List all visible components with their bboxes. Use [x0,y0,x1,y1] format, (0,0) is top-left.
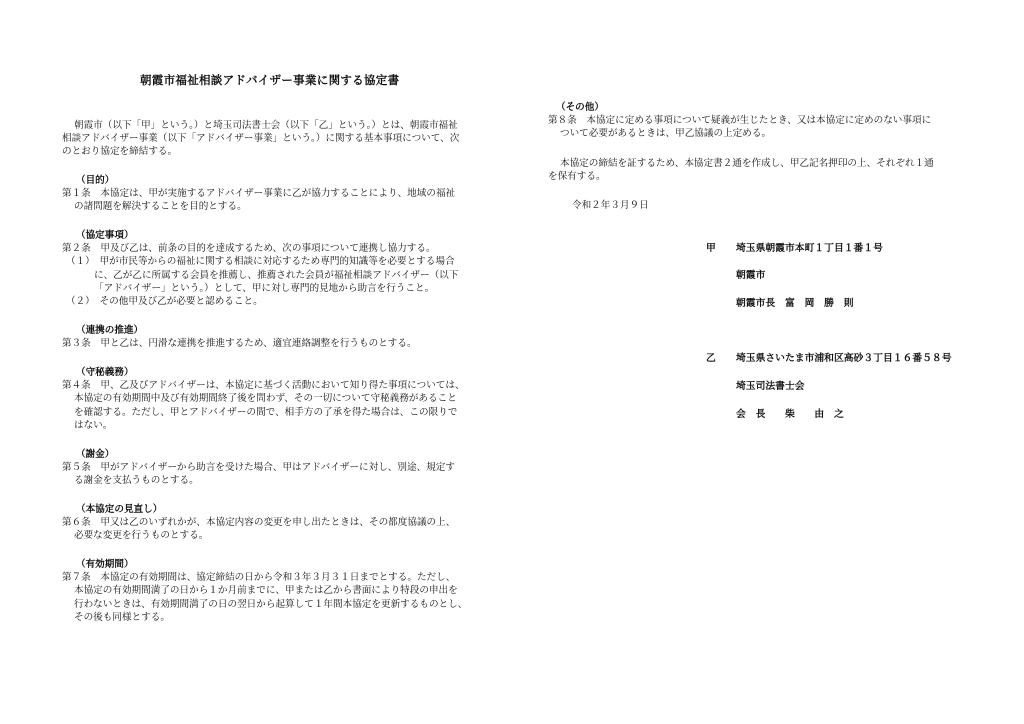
closing-line: を保有する。 [548,171,606,183]
article-5 [62,448,492,488]
preamble-line: のとおり協定を締結する。 [62,146,178,158]
article-3 [62,324,492,350]
article-heading: （本協定の見直し） [76,504,163,515]
article-line: る謝金を支払うものとする。 [74,475,199,487]
preamble [62,119,492,159]
party-b-org: 埼玉司法書士会 [736,381,805,392]
article-line: ついて必要があるときは、甲乙協議の上定める。 [560,128,772,140]
party-a-rep: 朝霞市長 富 岡 勝 則 [736,298,854,309]
article-heading: （有効期間） [76,559,134,570]
article-7 [62,558,492,624]
preamble-line: 朝霞市（以下「甲」という。）と埼玉司法書士会（以下「乙」という。）とは、朝霞市福祉 [74,120,458,131]
article-line: 第８条 本協定に定める事項について疑義が生じたとき、又は本協定に定めのない事項に [548,115,932,127]
article-line: 本協定の有効期間満了の日から１か月前までに、甲または乙から書面により特段の申出を [74,585,458,597]
article-8 [548,101,973,141]
article-heading: （目的） [76,175,115,186]
article-heading: （連携の推進） [76,325,144,336]
document-title: 朝霞市福祉相談アドバイザー事業に関する協定書 [140,73,400,87]
article-line: 第６条 甲又は乙のいずれかが、本協定内容の変更を申し出たときは、その都度協議の上、 [62,517,456,529]
article-line: 第５条 甲がアドバイザーから助言を受けた場合、甲はアドバイザーに対し、別途、規定す [62,462,455,474]
article-line: 第７条 本協定の有効期間は、協定締結の日から令和３年３月３１日までとする。ただし、 [62,572,456,584]
party-b-mark: 乙 [706,353,716,364]
article-line: を確認する。ただし、甲とアドバイザーの間で、相手方の了承を得た場合は、この限りで [74,406,458,418]
article-line: 第３条 甲と乙は、円滑な連携を推進するため、適宜連絡調整を行うものとする。 [62,338,417,350]
closing-line: 本協定の締結を証するため、本協定書２通を作成し、甲乙記名押印の上、それぞれ１通 [560,158,934,169]
article-line: 第２条 甲及び乙は、前条の目的を達成するため、次の事項について連携し協力する。 [62,243,436,255]
party-a-org: 朝霞市 [736,270,766,281]
article-line: 行わないときは、有効期間満了の日の翌日から起算して１年間本協定を更新するものとし、 [74,598,468,610]
list-item-line: 「アドバイザー」という。）として、甲に対し専門的見地から助言を行うこと。 [94,282,435,294]
agreement-date: 令和２年３月９日 [572,200,649,211]
party-a-mark: 甲 [706,243,716,254]
article-line: はない。 [74,419,113,431]
list-item-line: （１） 甲が市民等からの福祉に関する相談に対応するため専門的知識等を必要とする場合 [66,256,455,268]
list-item-line: （２） その他甲及び乙が必要と認めること。 [66,296,263,308]
party-b-rep: 会 長 柴 由 之 [736,409,844,420]
article-2 [62,229,492,308]
party-b-address: 埼玉県さいたま市浦和区高砂３丁目１６番５８号 [736,353,952,364]
article-heading: （守秘義務） [76,367,134,378]
article-line: 第１条 本協定は、甲が実施するアドバイザー事業に乙が協力することにより、地域の福祉 [62,188,456,200]
article-heading: （協定事項） [76,230,134,241]
article-line: その後も同様とする。 [74,611,170,623]
closing [548,157,973,183]
article-line: 第４条 甲、乙及びアドバイザーは、本協定に基づく活動において知り得た事項については、 [62,380,465,392]
article-6 [62,503,492,543]
party-a-address: 埼玉県朝霞市本町１丁目１番１号 [736,243,883,254]
article-4 [62,366,492,432]
article-heading: （その他） [556,102,604,113]
article-line: 本協定の有効期間中及び有効期間終了後を問わず、その一切について守秘義務があること [74,393,457,405]
article-line: 必要な変更を行うものとする。 [74,530,209,542]
article-1 [62,174,492,214]
list-item-line: に、乙が乙に所属する会員を推薦し、推薦された会員が福祉相談アドバイザー（以下 [94,269,459,281]
article-line: の諸問題を解決することを目的とする。 [74,201,247,213]
preamble-line: 相談アドバイザー事業（以下「アドバイザー事業」という。）に関する基本事項について、次 [62,133,460,145]
article-heading: （謝金） [76,449,115,460]
